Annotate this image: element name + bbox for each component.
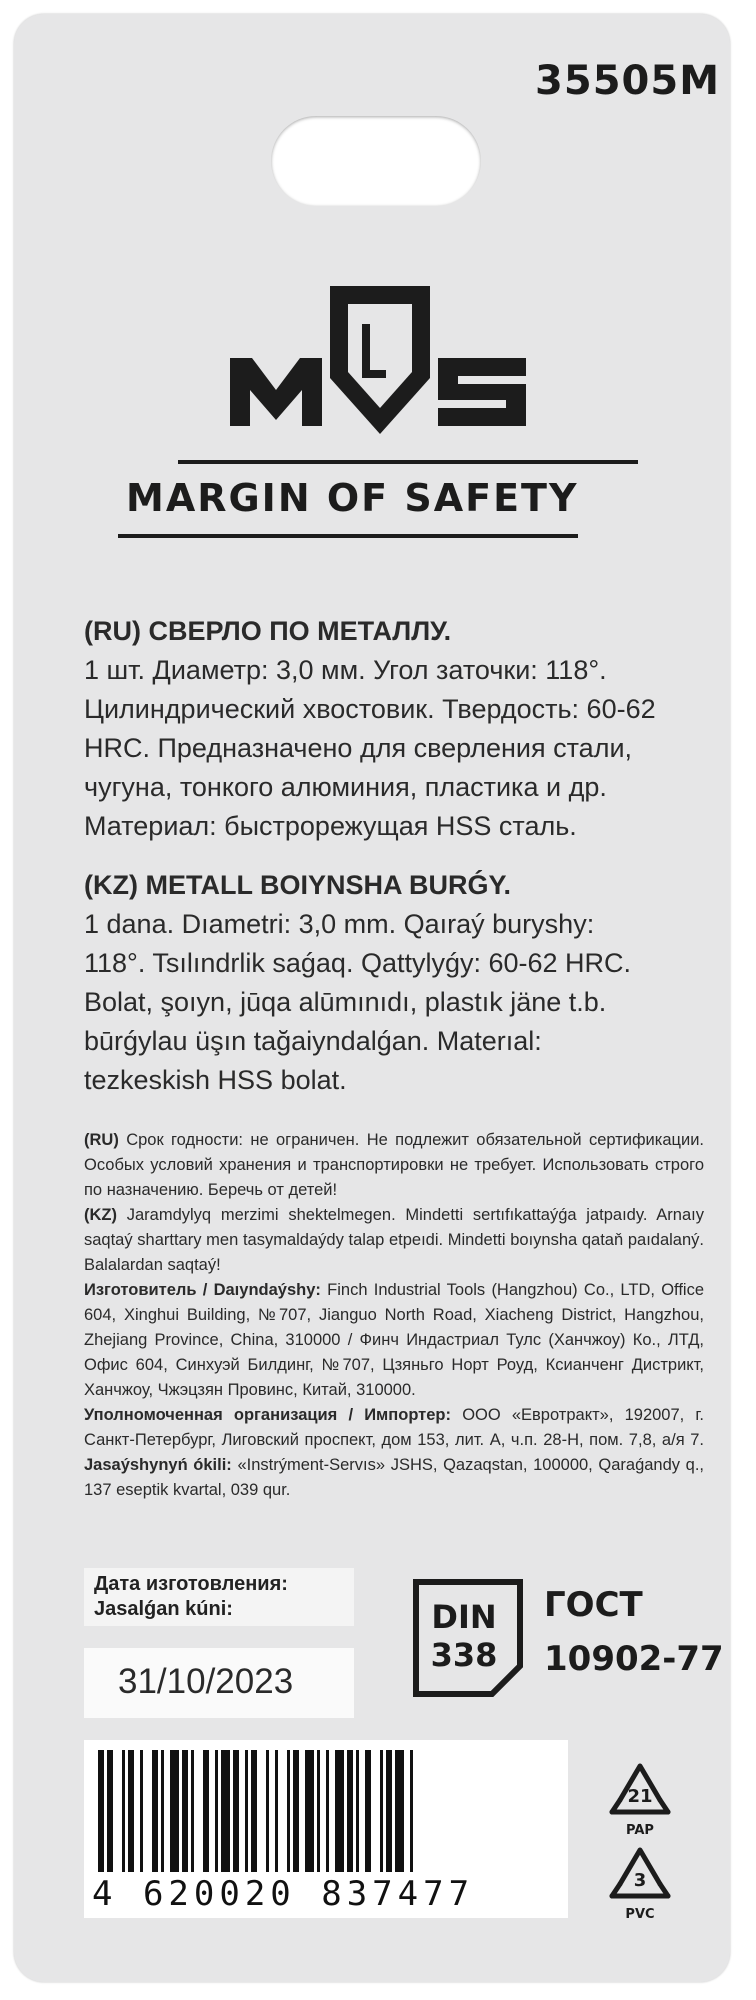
manufacture-date: 31/10/2023 [118, 1662, 294, 1701]
date-label-kz: Jasalǵan kúni: [94, 1598, 233, 1620]
barcode-bar [347, 1750, 353, 1872]
article-number: 35505M [535, 58, 720, 104]
gost-label: ГОСТ [544, 1585, 643, 1625]
barcode-bar [386, 1750, 392, 1872]
recycling-label: PVC [625, 1907, 655, 1922]
ru-description [84, 612, 684, 846]
barcode-bar [335, 1750, 344, 1872]
manufacturer-label: Изготовитель / Daıyndaýshy: [84, 1281, 321, 1299]
recycling-code: 3 [633, 1870, 647, 1891]
gost-number: 10902-77 [544, 1639, 724, 1679]
barcode-bar [266, 1750, 269, 1872]
manufacture-date-box [84, 1648, 354, 1718]
recycling-icon [600, 1760, 680, 1840]
barcode-bar [215, 1750, 218, 1872]
manufacture-date-label [84, 1568, 354, 1626]
barcode-bar [221, 1750, 230, 1872]
barcode-bar [128, 1750, 134, 1872]
importer-text: ООО «Евротракт», 192007, г. Санкт-Петербург, Лиговский проспект, дом 153, лит. А, ч.п. 28-Н, пом. 7,8, а/я 7. [84, 1406, 704, 1449]
fine-print-ru [84, 1128, 704, 1203]
barcode-bar [395, 1750, 404, 1872]
brand-top-line [178, 460, 638, 464]
manufacturer-text: Finch Industrial Tools (Hangzhou) Co., LTD, Office 604, Xinghui Building, №707, Jianguo North Road, Xiacheng District, Hangzhou, Zhejiang Province, China, 310000 / Финч Индастриал Тулс (Ханчжоу) Ко., ЛТД, Офис 604, Синхуэй Билдинг, №707, Цзяньго Норт Роуд, Ксианченг Дистрикт, Ханчжоу, Чжэцзян Провинс, Китай, 310000. [84, 1281, 705, 1399]
manufacturer-info [84, 1278, 704, 1403]
barcode-number: 4 620020 837477 [92, 1874, 475, 1914]
barcode-bar [365, 1750, 371, 1872]
fine-print-ru-label: (RU) [84, 1131, 119, 1149]
recycling-code: 21 [627, 1786, 653, 1807]
barcode-bar [317, 1750, 320, 1872]
kz-line: 118°. Tsılındrlik saǵaq. Qattylyǵy: 60-62 HRC. [84, 948, 632, 978]
ru-line: HRC. Предназначено для сверления стали, [84, 733, 633, 763]
fine-print-kz-text: Jaramdylyq merzimi shektelmegen. Mindetti sertıfıkattaýǵa jatpaıdy. Arnaıy saqtaý sharttary men tasymaldaýdy talap etpeıdi. Mindetti boıynsha qataň paıdalaný. Balalardan saqtaý! [84, 1206, 704, 1274]
brand-name-block [118, 460, 638, 550]
barcode-bar [203, 1750, 209, 1872]
din-label: DIN [431, 1598, 497, 1636]
barcode-bar [170, 1750, 179, 1872]
gost-standard [544, 1578, 724, 1686]
barcode-bar [380, 1750, 383, 1872]
barcode-bar [161, 1750, 164, 1872]
barcode-bar [293, 1750, 299, 1872]
brand-bottom-line [118, 534, 578, 538]
barcode-bar [326, 1750, 329, 1872]
ru-line: 1 шт. Диаметр: 3,0 мм. Угол заточки: 118°. [84, 655, 607, 685]
din-standard-badge [412, 1578, 524, 1698]
ru-line: чугуна, тонкого алюминия, пластика и др. [84, 772, 607, 802]
barcode-bar [182, 1750, 188, 1872]
agent-text: «Instrýment-Servıs» JSHS, Qazaqstan, 100000, Qaraǵandy q., 137 eseptik kvartal, 039 qur. [84, 1456, 704, 1499]
barcode-bar [410, 1750, 413, 1872]
importer-label: Уполномоченная организация / Импортер: [84, 1406, 452, 1424]
kz-line: būrǵylau üşın tağaiyndalǵan. Materıal: [84, 1026, 542, 1056]
fine-print-kz [84, 1203, 704, 1278]
barcode-bar [251, 1750, 257, 1872]
barcode-bar [233, 1750, 239, 1872]
barcode-bar [191, 1750, 194, 1872]
barcode-bar [107, 1750, 113, 1872]
recycling-label: PAP [626, 1823, 654, 1838]
brand-name: MARGIN OF SAFETY [126, 476, 579, 520]
kz-heading: (KZ) METALL BOIYNSHA BURǴY. [84, 870, 511, 900]
barcode-bar [98, 1750, 104, 1872]
barcode-bar [122, 1750, 125, 1872]
fine-print-kz-label: (KZ) [84, 1206, 117, 1224]
agent-label: Jasaýshynyń ókili: [84, 1456, 232, 1474]
kz-line: 1 dana. Dıametri: 3,0 mm. Qaıraý buryshy: [84, 909, 595, 939]
barcode-bar [152, 1750, 158, 1872]
barcode-bar [356, 1750, 359, 1872]
barcode-bar [140, 1750, 143, 1872]
ru-line: Цилиндрический хвостовик. Твердость: 60-62 [84, 694, 656, 724]
fine-print [84, 1128, 704, 1503]
recycling-icon [600, 1844, 680, 1924]
kz-line: tezkeskish HSS bolat. [84, 1065, 347, 1095]
barcode-bar [245, 1750, 248, 1872]
date-label-ru: Дата изготовления: [94, 1573, 288, 1595]
hang-hole [271, 116, 481, 206]
barcode-bar [287, 1750, 290, 1872]
ru-line: Материал: быстрорежущая HSS сталь. [84, 811, 577, 841]
ru-heading: (RU) СВЕРЛО ПО МЕТАЛЛУ. [84, 616, 452, 646]
din-number: 338 [430, 1636, 498, 1674]
barcode-bar [305, 1750, 314, 1872]
brand-monogram-logo [230, 286, 530, 446]
fine-print-ru-text: Срок годности: не ограничен. Не подлежит обязательной сертификации. Особых условий хранения и транспортировки не требует. Использовать строго по назначению. Беречь от детей! [84, 1131, 704, 1199]
ean-barcode [84, 1740, 568, 1918]
kz-description [84, 866, 684, 1100]
importer-info [84, 1403, 704, 1503]
kz-line: Bolat, şoıyn, jūqa alūmınıdı, plastık jäne t.b. [84, 987, 607, 1017]
barcode-bar [275, 1750, 278, 1872]
